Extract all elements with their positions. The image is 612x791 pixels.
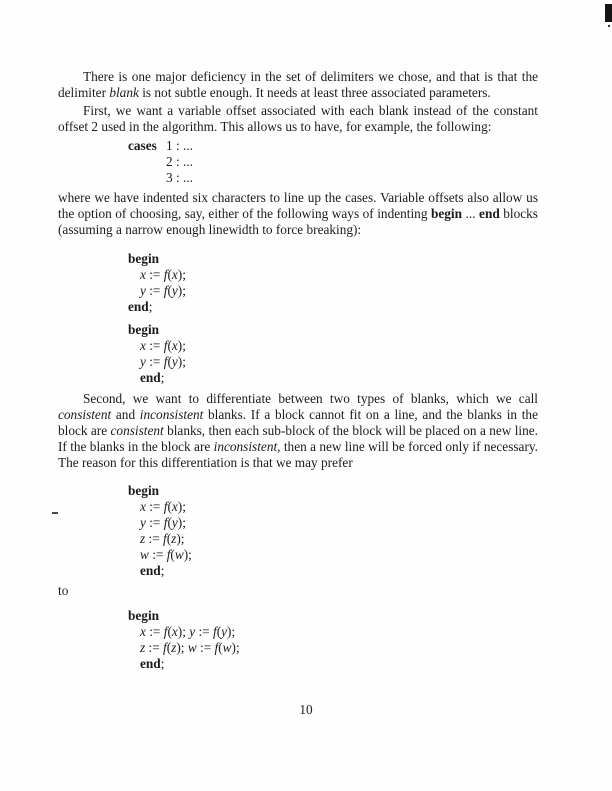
paragraph-indent-options: where we have indented six characters to line up the cases. Variable offsets also allow us the option of choosing, say, either of the following ways of indenting begin ... end blocks (assuming a narrow enough linewidth to force breaking): (58, 190, 538, 237)
code-line: end; (140, 656, 165, 671)
code-line: y := f(y); (140, 515, 186, 530)
code-line: x := f(x); (140, 499, 186, 514)
code-line: 3 : ... (166, 170, 193, 185)
code-line: begin (128, 251, 160, 266)
paragraph-deficiency: There is one major deficiency in the set of delimiters we chose, and that is that the delimiter blank is not subtle enough. It needs at least three associated parameters. (58, 69, 538, 100)
cases-code-display (128, 138, 538, 186)
begin-end-block-1 (128, 251, 538, 315)
page-body (58, 69, 538, 672)
code-line: begin (128, 483, 160, 498)
cases-keyword: cases (128, 138, 157, 153)
code-line: begin (128, 608, 160, 623)
code-line: y := f(y); (140, 354, 186, 369)
code-line: 1 : ... (166, 138, 193, 153)
code-line: z := f(z); w := f(w); (140, 640, 240, 655)
scan-artifact-mark (605, 4, 612, 22)
paragraph-blank-types: Second, we want to differentiate between two types of blanks, which we call consistent and inconsistent blanks. If a block cannot fit on a line, and the blanks in the block are consistent blanks, then each sub-block of the block will be placed on a new line. If the blanks in the block are inconsistent, then a new line will be forced only if necessary. The reason for this differentiation is that we may prefer (58, 391, 538, 470)
code-line: x := f(x); (140, 267, 186, 282)
scan-artifact-dot (608, 25, 610, 27)
paragraph-first-offset: First, we want a variable offset associated with each blank instead of the constant offset 2 used in the algorithm. This allows us to have, for example, the following: (58, 103, 538, 134)
code-line: x := f(x); (140, 338, 186, 353)
code-line: w := f(w); (140, 547, 192, 562)
code-line: end; (140, 563, 165, 578)
page-number: 10 (299, 702, 313, 717)
begin-end-block-2 (128, 322, 538, 386)
begin-end-block-4 (128, 608, 538, 672)
begin-end-block-3 (128, 483, 538, 579)
paragraph-to-connector: to (58, 583, 69, 598)
code-line: end; (140, 370, 165, 385)
code-line: end; (128, 299, 153, 314)
code-line: begin (128, 322, 160, 337)
code-line: 2 : ... (166, 154, 193, 169)
code-line: z := f(z); (140, 531, 185, 546)
code-line: y := f(y); (140, 283, 186, 298)
code-line: x := f(x); y := f(y); (140, 624, 236, 639)
